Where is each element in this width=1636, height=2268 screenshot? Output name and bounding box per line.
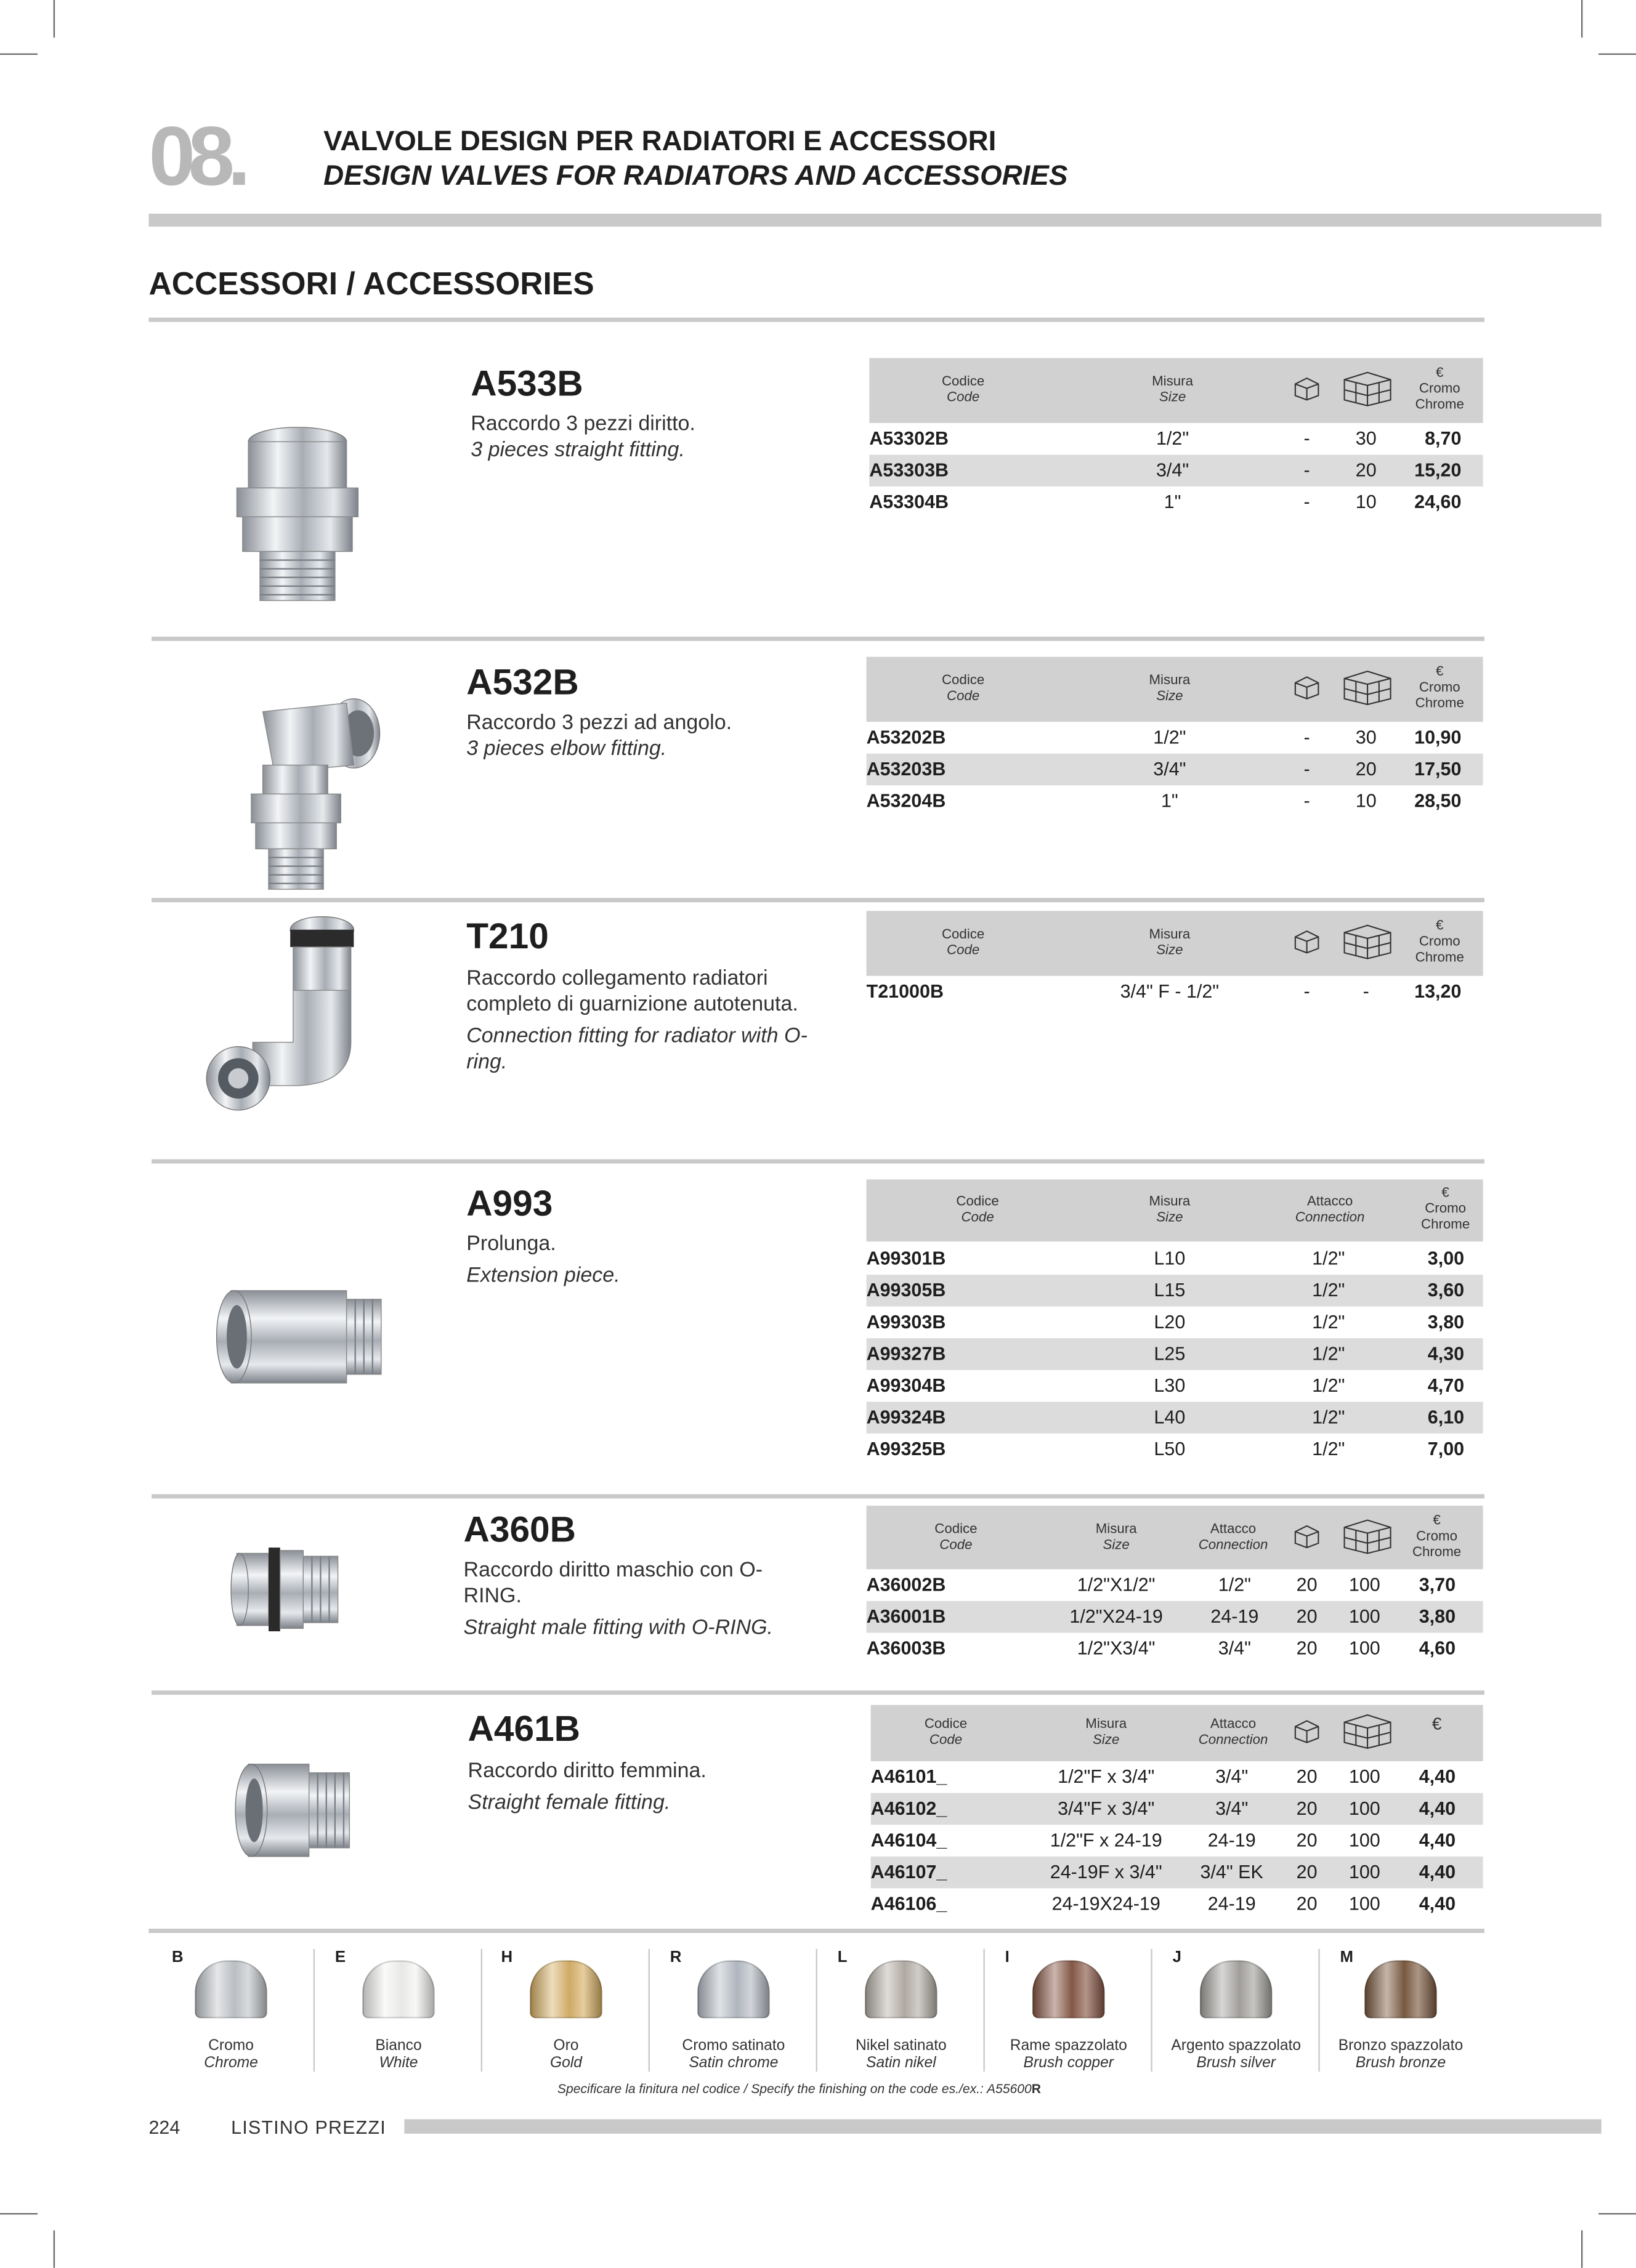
table-header: [867, 1179, 1483, 1241]
product-image-a360b: [228, 1544, 344, 1641]
product-name-a532b: A532B: [466, 663, 579, 703]
table-row: A53304B 1" - 10 24,60: [869, 491, 1462, 513]
finish-swatch-l: L Nikel satinato Satin nikel: [837, 1948, 947, 2072]
table-row: A99327B L25 1/2" 4,30: [867, 1338, 1483, 1370]
finish-swatch-e: E Bianco White: [316, 1949, 480, 2079]
price-table-a532b: [867, 657, 1483, 821]
col-price: € Cromo Chrome: [1415, 365, 1464, 413]
col-size: Misura Size: [1095, 1521, 1137, 1554]
desc-it: Raccordo diritto femmina.: [468, 1759, 707, 1783]
footer-label: LISTINO PREZZI: [231, 2116, 386, 2138]
single-box-icon: [1292, 928, 1321, 961]
chapter-title-it: VALVOLE DESIGN PER RADIATORI E ACCESSORI: [323, 125, 997, 158]
table-row: A53204B 1" - 10 28,50: [866, 789, 1462, 812]
table-row: A53303B 3/4" - 20 15,20: [869, 454, 1483, 486]
col-code: Codice Code: [941, 927, 985, 959]
product-name-a461b: A461B: [468, 1709, 581, 1750]
finish-separator: [1151, 1949, 1152, 2072]
col-price: € Cromo Chrome: [1412, 1512, 1462, 1561]
col-connection: Attacco Connection: [1198, 1521, 1268, 1554]
product-image-a533b: [231, 422, 364, 614]
finish-separator: [983, 1949, 984, 2072]
product-name-a533b: A533B: [471, 363, 583, 405]
crop-mark: [1581, 2230, 1582, 2268]
price-table-t210: [867, 911, 1483, 1012]
desc-en: Straight female fitting.: [468, 1791, 671, 1815]
finish-swatch-j: J Argento spazzolato Brush silver: [1171, 1948, 1302, 2072]
table-row: A53302B 1/2" - 30 8,70: [869, 427, 1462, 450]
finish-cap-icon: [1032, 1961, 1104, 2019]
multi-box-icon: [1342, 369, 1393, 414]
table-row: A36003B 1/2"X3/4" 3/4" 20 100 4,60: [866, 1637, 1456, 1659]
col-size: Misura Size: [1085, 1716, 1127, 1748]
desc-en: Straight male fitting with O-RING.: [463, 1616, 774, 1640]
price-table-a533b: [869, 358, 1483, 522]
finish-cap-icon: [195, 1961, 267, 2019]
finish-letter: R: [670, 1948, 682, 1966]
desc-it: Raccordo collegamento radiatori completo di guarnizione autotenuta.: [466, 967, 798, 1017]
finish-cap-icon: [697, 1961, 769, 2019]
finish-letter: J: [1172, 1948, 1181, 1966]
product-desc-a532b: [466, 710, 813, 762]
col-price: € Cromo Chrome: [1415, 664, 1464, 712]
col-size: Misura Size: [1149, 1193, 1191, 1226]
desc-it: Raccordo diritto maschio con O-RING.: [463, 1559, 763, 1608]
multi-box-icon: [1342, 1712, 1393, 1757]
finish-divider: [148, 1929, 1484, 1933]
product-name-t210: T210: [466, 916, 549, 958]
product-desc-a461b: [468, 1758, 815, 1816]
single-box-icon: [1292, 1718, 1321, 1751]
product-desc-a993: [466, 1232, 813, 1289]
finish-cap-icon: [1200, 1961, 1272, 2019]
col-code: Codice Code: [956, 1193, 999, 1226]
chapter-number: 08.: [148, 110, 244, 204]
finish-swatch-m: M Bronzo spazzolato Brush bronze: [1338, 1948, 1464, 2072]
product-divider: [152, 1159, 1484, 1163]
finish-letter: M: [1340, 1948, 1354, 1966]
desc-en: Extension piece.: [466, 1264, 620, 1288]
table-row: A36001B 1/2"X24-19 24-19 20 100 3,80: [867, 1601, 1483, 1633]
table-row: A53203B 3/4" - 20 17,50: [867, 754, 1483, 786]
col-price: € Cromo Chrome: [1415, 918, 1464, 966]
table-header: [869, 358, 1483, 422]
product-divider: [152, 637, 1484, 641]
table-row: A46104_ 1/2"F x 24-19 24-19 20 100 4,40: [870, 1829, 1456, 1851]
crop-mark: [0, 2213, 38, 2214]
col-code: Codice Code: [941, 672, 985, 705]
col-size: Misura Size: [1149, 927, 1191, 959]
crop-mark: [0, 54, 38, 55]
table-row: A46106_ 24-19X24-19 24-19 20 100 4,40: [870, 1892, 1456, 1915]
desc-en: Connection fitting for radiator with O-ring.: [466, 1025, 808, 1075]
section-title: ACCESSORI / ACCESSORIES: [148, 265, 594, 302]
product-desc-a360b: [464, 1557, 811, 1641]
table-row: A99301B L10 1/2" 3,00: [866, 1247, 1465, 1269]
product-name-a360b: A360B: [463, 1510, 576, 1551]
finish-cap-icon: [530, 1961, 602, 2019]
multi-box-icon: [1342, 1517, 1393, 1562]
crop-mark: [54, 2230, 55, 2268]
finish-letter: I: [1005, 1948, 1010, 1966]
table-row: A99303B L20 1/2" 3,80: [866, 1310, 1465, 1333]
finish-letter: B: [171, 1948, 184, 1966]
multi-box-icon: [1342, 922, 1393, 967]
col-code: Codice Code: [934, 1521, 978, 1554]
product-divider: [152, 898, 1484, 902]
finish-letter: E: [334, 1948, 346, 1966]
col-price: €: [1432, 1713, 1442, 1734]
col-connection: Attacco Connection: [1198, 1716, 1268, 1748]
finish-cap-icon: [1364, 1961, 1436, 2019]
col-size: Misura Size: [1149, 672, 1191, 705]
single-box-icon: [1292, 1523, 1321, 1556]
finish-separator: [481, 1949, 482, 2072]
product-divider: [152, 1690, 1484, 1695]
finish-separator: [649, 1949, 650, 2072]
crop-mark: [1598, 54, 1636, 55]
table-row: A53202B 1/2" - 30 10,90: [866, 726, 1462, 748]
product-desc-a533b: [471, 411, 817, 463]
product-image-a461b: [231, 1758, 354, 1870]
finish-separator: [816, 1949, 817, 2072]
finish-note: Specificare la finitura nel codice / Specify the finishing on the code es./ex.: A55600R: [557, 2081, 1041, 2096]
table-row: A99305B L15 1/2" 3,60: [867, 1275, 1483, 1307]
header-rule: [148, 214, 1601, 227]
product-image-t210: [195, 913, 368, 1122]
crop-mark: [1598, 2213, 1636, 2214]
finish-letter: H: [501, 1948, 513, 1966]
col-price: € Cromo Chrome: [1421, 1185, 1470, 1233]
crop-mark: [54, 0, 55, 38]
desc-it: Raccordo 3 pezzi ad angolo.: [466, 711, 732, 735]
chapter-title-en: DESIGN VALVES FOR RADIATORS AND ACCESSORIES: [323, 160, 1068, 192]
table-row: A99325B L50 1/2" 7,00: [866, 1437, 1465, 1460]
product-divider: [152, 1494, 1484, 1498]
page-number: 224: [148, 2116, 180, 2138]
product-desc-t210: [466, 966, 813, 1075]
finish-cap-icon: [865, 1961, 937, 2019]
table-row: A46107_ 24-19F x 3/4" 3/4" EK 20 100 4,40: [871, 1857, 1483, 1889]
product-name-a993: A993: [466, 1184, 553, 1224]
product-image-a993: [214, 1279, 387, 1402]
footer-rule: [404, 2119, 1601, 2133]
col-code: Codice Code: [924, 1716, 968, 1748]
col-code: Codice Code: [941, 374, 985, 406]
crop-mark: [1581, 0, 1582, 38]
desc-en: 3 pieces elbow fitting.: [466, 737, 667, 761]
finish-cap-icon: [362, 1961, 434, 2019]
desc-it: Prolunga.: [466, 1233, 556, 1256]
finish-swatch-i: I Rame spazzolato Brush copper: [1005, 1948, 1127, 2072]
section-rule: [148, 318, 1484, 322]
price-table-a993: [867, 1179, 1483, 1468]
table-row: A46102_ 3/4"F x 3/4" 3/4" 20 100 4,40: [871, 1793, 1483, 1825]
col-connection: Attacco Connection: [1295, 1193, 1365, 1226]
table-row: T21000B 3/4" F - 1/2" - - 13,20: [866, 980, 1462, 1002]
desc-en: 3 pieces straight fitting.: [471, 438, 685, 462]
product-image-a532b: [231, 686, 390, 903]
finish-separator: [314, 1949, 315, 2072]
finish-swatch-h: H Oro Gold: [484, 1949, 648, 2079]
table-header: [871, 1705, 1483, 1761]
single-box-icon: [1292, 376, 1321, 409]
price-table-a360b: [867, 1506, 1483, 1669]
finish-letter: L: [837, 1948, 848, 1966]
desc-it: Raccordo 3 pezzi diritto.: [471, 413, 695, 436]
table-row: A99304B L30 1/2" 4,70: [866, 1374, 1465, 1396]
price-table-a461b: [871, 1705, 1483, 1924]
table-row: A36002B 1/2"X1/2" 1/2" 20 100 3,70: [866, 1573, 1456, 1596]
table-header: [867, 1506, 1483, 1569]
table-header: [867, 657, 1483, 722]
table-row: A99324B L40 1/2" 6,10: [867, 1402, 1483, 1434]
finish-swatch-r: R Cromo satinato Satin chrome: [670, 1948, 785, 2072]
col-size: Misura Size: [1152, 374, 1193, 406]
table-header: [867, 911, 1483, 975]
finish-swatch-b: B Cromo Chrome: [148, 1949, 313, 2079]
table-row: A46101_ 1/2"F x 3/4" 3/4" 20 100 4,40: [870, 1766, 1456, 1788]
multi-box-icon: [1342, 668, 1393, 713]
single-box-icon: [1292, 674, 1321, 708]
